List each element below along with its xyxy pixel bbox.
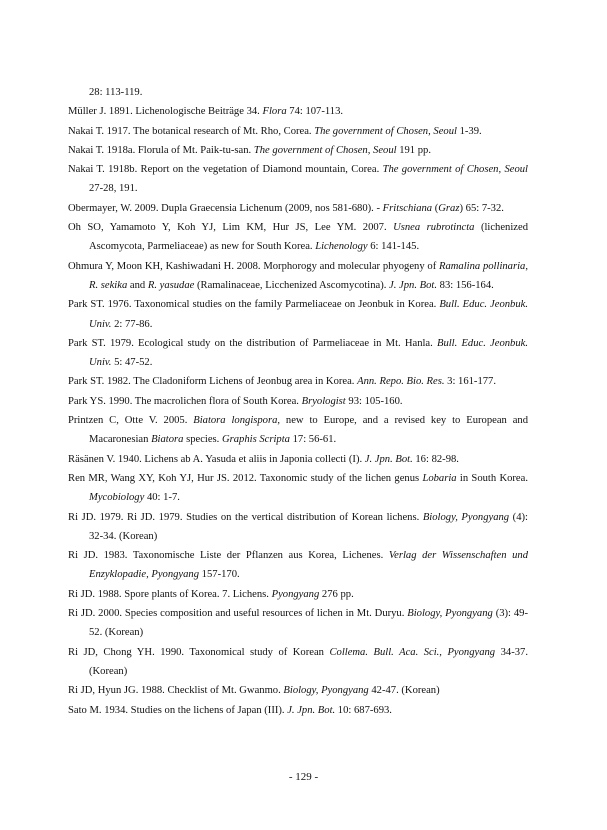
reference-text: 10: 687-693. <box>335 704 392 716</box>
reference-entry <box>68 643 528 682</box>
reference-entry <box>68 372 528 391</box>
reference-text: 5: 47-52. <box>111 357 153 369</box>
reference-text: Nakai T. 1918b. Report on the vegetation of Diamond mountain, Corea. <box>68 164 383 176</box>
reference-entry <box>68 585 528 604</box>
reference-italic-text: Biatora longispora <box>193 415 278 427</box>
reference-text: 2: 77-86. <box>111 318 153 330</box>
reference-italic-text: Ramalina pollinaria <box>439 260 526 272</box>
reference-text: Nakai T. 1918a. Florula of Mt. Paik-tu-san. <box>68 144 254 156</box>
reference-italic-text: R. sekika <box>89 279 128 291</box>
reference-text: 16: 82-98. <box>412 453 459 465</box>
reference-italic-text: Graz <box>438 202 460 214</box>
reference-text: 157-170. <box>199 569 240 581</box>
reference-italic-text: Biatora <box>151 434 184 446</box>
reference-text: Park ST. 1979. Ecological study on the distribution of Parmeliaceae in Mt. Hanla. <box>68 337 437 349</box>
reference-italic-text: Lobaria <box>422 472 457 484</box>
reference-text: Park YS. 1990. The macrolichen flora of South Korea. <box>68 395 302 407</box>
reference-text: 34-37. (Korean) <box>89 646 528 677</box>
reference-text: Ri JD. 1983. Taxonomische Liste der Pflanzen aus Korea, Lichenes. <box>68 550 389 562</box>
reference-text: 17: 56-61. <box>289 434 337 446</box>
reference-italic-text: Verlag der Wissenschaften und Enzyklopadie, Pyongyang <box>89 550 528 581</box>
reference-text: Ohmura Y, Moon KH, Kashiwadani H. 2008. Morphorogy and molecular phyogeny of <box>68 260 439 272</box>
reference-italic-text: Biology, Pyongyang <box>422 511 510 523</box>
reference-italic-text: Ann. Repo. Bio. Res. <box>357 376 445 388</box>
reference-entry <box>68 199 528 218</box>
reference-entry <box>68 122 528 141</box>
reference-italic-text: Graphis Scripta <box>221 434 290 446</box>
reference-text: 93: 105-160. <box>345 395 403 407</box>
reference-italic-text: R. yasudae <box>147 279 195 291</box>
reference-text: 276 pp. <box>319 588 354 600</box>
reference-italic-text: Usnea rubrotincta <box>393 222 475 234</box>
reference-text: 1-39. <box>456 125 482 137</box>
reference-entry <box>68 469 528 508</box>
reference-italic-text: Bryologist <box>301 395 346 407</box>
reference-text: , <box>525 260 529 272</box>
reference-italic-text: Fritschiana <box>382 202 433 214</box>
reference-text: 27-28, 191. <box>89 183 138 195</box>
reference-italic-text: J. Jpn. Bot. <box>364 453 413 465</box>
reference-entry <box>68 508 528 547</box>
reference-text: Oh SO, Yamamoto Y, Koh YJ, Lim KM, Hur JS, Lee YM. 2007. <box>68 222 394 234</box>
reference-text: Müller J. 1891. Lichenologische Beiträge 34. <box>68 106 263 118</box>
reference-italic-text: Mycobiology <box>89 492 145 504</box>
reference-text: in South Korea. <box>456 472 528 484</box>
reference-italic-text: Pyongyang <box>271 588 320 600</box>
reference-text: 83: 156-164. <box>437 279 494 291</box>
reference-text: 42-47. (Korean) <box>368 685 440 697</box>
reference-text: species. <box>183 434 222 446</box>
reference-text: ( <box>432 202 439 214</box>
reference-entry <box>68 681 528 700</box>
reference-text: Obermayer, W. 2009. Dupla Graecensia Lichenum (2009, nos 581-680). - <box>68 202 383 214</box>
reference-text: Ri JD. 2000. Species composition and useful resources of lichen in Mt. Duryu. <box>68 608 408 620</box>
reference-italic-text: Collema. Bull. Aca. Sci., Pyongyang <box>329 646 496 658</box>
reference-entry <box>68 83 528 102</box>
reference-text: (Ramalinaceae, Licchenized Ascomycotina). <box>194 279 390 291</box>
reference-italic-text: Biology, Pyongyang <box>407 608 493 620</box>
reference-entry <box>68 102 528 121</box>
reference-text: Ri JD. 1979. Ri JD. 1979. Studies on the vertical distribution of Korean lichens. <box>68 511 423 523</box>
reference-list <box>68 83 528 720</box>
reference-entry <box>68 334 528 373</box>
page-number: - 129 - <box>288 771 319 783</box>
reference-text: , new to Europe, and a revised key to European and Macaronesian <box>89 415 528 446</box>
reference-entry <box>68 411 528 450</box>
reference-italic-text: Biology, Pyongyang <box>283 685 369 697</box>
reference-text: 191 pp. <box>396 144 431 156</box>
reference-italic-text: Bull. Educ. Jeonbuk. Univ. <box>89 299 528 330</box>
reference-text: Ren MR, Wang XY, Koh YJ, Hur JS. 2012. Taxonomic study of the lichen genus <box>68 472 423 484</box>
reference-text: Printzen C, Otte V. 2005. <box>68 415 194 427</box>
reference-entry <box>68 392 528 411</box>
reference-text: 74: 107-113. <box>286 106 344 118</box>
reference-italic-text: The government of Chosen, Seoul <box>314 125 457 137</box>
reference-text: 40: 1-7. <box>144 492 180 504</box>
reference-entry <box>68 295 528 334</box>
reference-italic-text: Bull. Educ. Jeonbuk. Univ. <box>89 337 528 369</box>
reference-text: (4): 32-34. (Korean) <box>89 511 528 542</box>
reference-text: ) 65: 7-32. <box>459 202 504 214</box>
reference-text: (lichenized Ascomycota, Parmeliaceae) as new for South Korea. <box>89 222 528 253</box>
reference-text: Ri JD. 1988. Spore plants of Korea. 7. Lichens. <box>68 588 272 600</box>
reference-entry <box>68 546 528 585</box>
reference-entry <box>68 257 528 296</box>
reference-entry <box>68 160 528 199</box>
reference-text: 6: 141-145. <box>367 241 420 253</box>
reference-entry <box>68 450 528 469</box>
reference-italic-text: J. Jpn. Bot. <box>389 279 437 291</box>
reference-italic-text: Lichenology <box>315 241 368 253</box>
reference-entry <box>68 218 528 257</box>
reference-italic-text: J. Jpn. Bot. <box>287 704 336 716</box>
reference-entry <box>68 604 528 643</box>
reference-text: Sato M. 1934. Studies on the lichens of Japan (III). <box>68 704 288 716</box>
reference-entry <box>68 141 528 160</box>
reference-text: Nakai T. 1917. The botanical research of Mt. Rho, Corea. <box>68 125 315 137</box>
reference-italic-text: The government of Chosen, Seoul <box>253 144 397 156</box>
reference-text: Räsänen V. 1940. Lichens ab A. Yasuda et aliis in Japonia collecti (I). <box>68 453 365 465</box>
reference-italic-text: The government of Chosen, Seoul <box>382 164 528 176</box>
reference-italic-text: Flora <box>262 106 287 118</box>
reference-text: Park ST. 1982. The Cladoniform Lichens of Jeonbug area in Korea. <box>68 376 358 388</box>
reference-text: 28: 113-119. <box>89 87 143 98</box>
reference-text: 3: 161-177. <box>444 376 496 388</box>
reference-text: Park ST. 1976. Taxonomical studies on the family Parmeliaceae on Jeonbuk in Korea. <box>68 299 440 311</box>
reference-text: (3): 49-52. (Korean) <box>89 608 528 639</box>
reference-text: Ri JD, Hyun JG. 1988. Checklist of Mt. Gwanmo. <box>68 685 284 697</box>
reference-text: Ri JD, Chong YH. 1990. Taxonomical study of Korean <box>68 646 330 658</box>
reference-text: and <box>127 279 148 291</box>
reference-entry <box>68 701 528 720</box>
